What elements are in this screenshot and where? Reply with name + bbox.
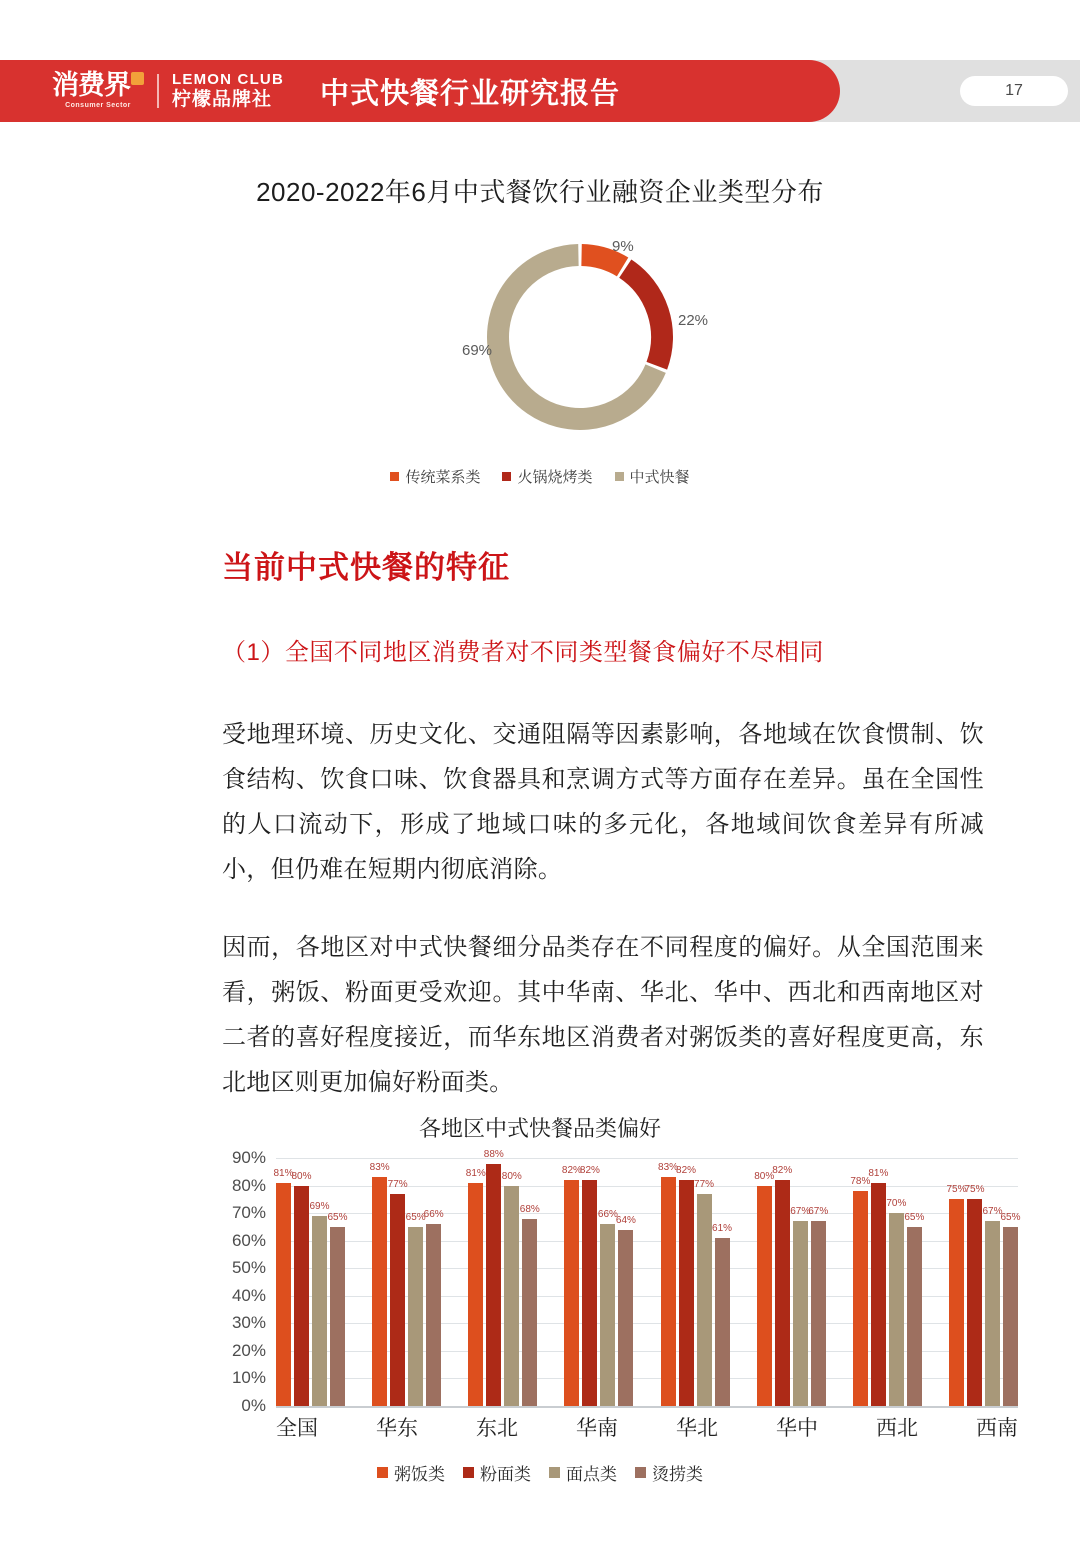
- x-label-5: 华中: [776, 1417, 818, 1440]
- y-tick-80: 80%: [231, 1175, 266, 1195]
- donut-legend-swatch-2: [615, 472, 624, 481]
- donut-label-hotpot: 22%: [678, 312, 709, 329]
- logo-consumer-sector: [52, 72, 144, 109]
- donut-chart-svg: [470, 232, 690, 442]
- bar-华中-烫捞类: [808, 1206, 829, 1406]
- bar-全国-粥饭类: [273, 1167, 294, 1406]
- bar-group-5: [754, 1158, 829, 1406]
- bar-value-label: 75%: [964, 1184, 985, 1196]
- bar-全国-粉面类: [291, 1170, 312, 1406]
- y-tick-10: 10%: [231, 1368, 266, 1388]
- bar-chart-plot-area: [273, 1148, 1021, 1406]
- bar-东北-面点类: [501, 1170, 522, 1406]
- bar-chart-legend: [0, 1460, 1080, 1485]
- donut-label-traditional: 9%: [612, 238, 634, 255]
- bar-legend-item-3: [635, 1460, 703, 1485]
- bar-group-2: [465, 1148, 540, 1406]
- bar-chart-y-axis: [218, 1148, 272, 1415]
- section-sub-heading: （1）全国不同地区消费者对不同类型餐食偏好不尽相同: [222, 639, 824, 666]
- bar-chart-x-labels: [276, 1412, 1018, 1442]
- donut-slice-1: [625, 269, 662, 366]
- bar-西南-粥饭类: [946, 1184, 967, 1406]
- bar-value-label: 65%: [327, 1211, 348, 1223]
- bar-华中-粥饭类: [754, 1170, 775, 1406]
- logo-lemon-club: [172, 72, 284, 111]
- bar-西北-面点类: [886, 1198, 907, 1406]
- bar-value-label: 80%: [291, 1170, 312, 1182]
- bar-value-label: 67%: [982, 1206, 1003, 1218]
- bar-legend-label-3: 烫捞类: [652, 1465, 703, 1484]
- donut-legend-label-1: 火锅烧烤类: [517, 469, 593, 486]
- x-label-3: 华南: [576, 1417, 618, 1440]
- bar-value-label: 83%: [658, 1162, 679, 1174]
- donut-legend-label-0: 传统菜系类: [405, 469, 481, 486]
- bar-华中-粉面类: [772, 1165, 793, 1406]
- bar-华北-粉面类: [676, 1165, 697, 1406]
- bar-legend-swatch-2: [549, 1467, 560, 1478]
- bar-legend-label-0: 粥饭类: [394, 1465, 445, 1484]
- section-heading: 当前中式快餐的特征: [222, 550, 510, 585]
- donut-legend-label-2: 中式快餐: [629, 469, 690, 486]
- x-label-0: 全国: [276, 1417, 318, 1440]
- bar-华北-粥饭类: [658, 1162, 679, 1406]
- bar-legend-item-0: [377, 1460, 445, 1485]
- bar-group-7: [946, 1158, 1021, 1406]
- donut-chart-legend: [0, 466, 1080, 487]
- bar-value-label: 69%: [309, 1200, 330, 1212]
- bar-value-label: 65%: [904, 1211, 925, 1223]
- bar-value-label: 64%: [615, 1214, 636, 1226]
- bar-华东-粉面类: [387, 1178, 408, 1406]
- donut-chart: [462, 232, 709, 442]
- bar-legend-item-2: [549, 1460, 617, 1485]
- bar-华北-烫捞类: [712, 1222, 733, 1406]
- bar-legend-swatch-3: [635, 1467, 646, 1478]
- bar-value-label: 65%: [405, 1211, 426, 1223]
- bar-group-1: [369, 1158, 444, 1406]
- donut-legend-item-2: [615, 466, 690, 487]
- y-tick-90: 90%: [231, 1148, 266, 1167]
- bar-chart: [218, 1148, 1021, 1415]
- bar-value-label: 61%: [712, 1222, 733, 1234]
- bar-value-label: 88%: [483, 1148, 504, 1160]
- bar-东北-粥饭类: [465, 1167, 486, 1406]
- bar-全国-面点类: [309, 1200, 330, 1406]
- bar-legend-item-1: [463, 1460, 531, 1485]
- bar-value-label: 80%: [501, 1170, 522, 1182]
- bar-group-0: [273, 1158, 348, 1406]
- bar-华东-粥饭类: [369, 1162, 390, 1406]
- logo-chinese-name-2: 柠檬品牌社: [172, 88, 273, 110]
- bar-value-label: 82%: [676, 1165, 697, 1177]
- bar-value-label: 77%: [387, 1178, 408, 1190]
- y-tick-20: 20%: [231, 1340, 266, 1360]
- y-tick-40: 40%: [231, 1285, 266, 1305]
- bar-西北-粥饭类: [850, 1176, 871, 1406]
- logo-english-name: LEMON CLUB: [172, 70, 284, 88]
- donut-legend-swatch-1: [502, 472, 511, 481]
- y-tick-0: 0%: [241, 1396, 266, 1415]
- brand-logo: [52, 72, 284, 111]
- bar-东北-粉面类: [483, 1148, 504, 1406]
- x-label-2: 东北: [476, 1417, 518, 1440]
- y-tick-70: 70%: [231, 1203, 266, 1223]
- bar-value-label: 70%: [886, 1198, 907, 1210]
- bar-legend-swatch-0: [377, 1467, 388, 1478]
- y-tick-60: 60%: [231, 1230, 266, 1250]
- bar-chart-groups: [273, 1148, 1021, 1406]
- header-bar: [0, 60, 840, 122]
- bar-华北-面点类: [694, 1178, 715, 1406]
- bar-西北-烫捞类: [904, 1211, 925, 1406]
- logo-divider: [157, 74, 159, 108]
- donut-legend-item-1: [502, 466, 592, 487]
- bar-legend-label-2: 面点类: [566, 1465, 617, 1484]
- bar-华东-面点类: [405, 1211, 426, 1406]
- bar-value-label: 81%: [273, 1167, 294, 1179]
- bar-华东-烫捞类: [423, 1209, 444, 1406]
- logo-english-sub: Consumer Sector: [65, 102, 131, 110]
- bar-西北-粉面类: [868, 1167, 889, 1406]
- bar-value-label: 82%: [579, 1165, 600, 1177]
- bar-value-label: 75%: [946, 1184, 967, 1196]
- bar-group-4: [658, 1158, 733, 1406]
- bar-value-label: 67%: [790, 1206, 811, 1218]
- bar-value-label: 66%: [597, 1209, 618, 1221]
- page-number-badge: 17: [960, 76, 1068, 106]
- bar-华中-面点类: [790, 1206, 811, 1406]
- donut-label-fastfood: 69%: [462, 342, 493, 359]
- donut-slice-0: [582, 255, 623, 267]
- bar-chart-title: 各地区中式快餐品类偏好: [418, 1116, 661, 1141]
- logo-accent-dot: [131, 72, 144, 85]
- donut-legend-item-0: [390, 466, 480, 487]
- bar-value-label: 78%: [850, 1176, 871, 1188]
- bar-华南-粥饭类: [561, 1165, 582, 1406]
- y-tick-30: 30%: [231, 1313, 266, 1333]
- bar-value-label: 81%: [465, 1167, 486, 1179]
- donut-chart-title: 2020-2022年6月中式餐饮行业融资企业类型分布: [256, 177, 824, 207]
- bar-legend-label-1: 粉面类: [480, 1465, 531, 1484]
- bar-华南-烫捞类: [615, 1214, 636, 1406]
- bar-value-label: 65%: [1000, 1211, 1021, 1223]
- x-label-4: 华北: [676, 1417, 718, 1440]
- x-label-6: 西北: [876, 1417, 918, 1440]
- bar-value-label: 82%: [561, 1165, 582, 1177]
- bar-value-label: 68%: [519, 1203, 540, 1215]
- page-title: 中式快餐行业研究报告: [320, 77, 621, 110]
- bar-legend-swatch-1: [463, 1467, 474, 1478]
- bar-东北-烫捞类: [519, 1203, 540, 1406]
- bar-西南-粉面类: [964, 1184, 985, 1406]
- bar-chart-x-axis-line: [276, 1406, 1018, 1408]
- body-paragraph-2: 因而，各地区对中式快餐细分品类存在不同程度的偏好。从全国范围来看，粥饭、粉面更受欢迎。其中华南、华北、华中、西北和西南地区对二者的喜好程度接近，而华东地区消费者对粥饭类的喜好程度更高，东北地区则更加偏好粉面类。: [222, 934, 984, 1096]
- bar-华南-面点类: [597, 1209, 618, 1406]
- bar-value-label: 66%: [423, 1209, 444, 1221]
- y-tick-50: 50%: [231, 1258, 266, 1278]
- bar-value-label: 83%: [369, 1162, 390, 1174]
- bar-西南-面点类: [982, 1206, 1003, 1406]
- body-paragraph-1: 受地理环境、历史文化、交通阻隔等因素影响，各地域在饮食惯制、饮食结构、饮食口味、饮食器具和烹调方式等方面存在差异。虽在全国性的人口流动下，形成了地域口味的多元化，各地域间饮食差异有所减小，但仍难在短期内彻底消除。: [222, 721, 984, 883]
- bar-value-label: 77%: [694, 1178, 715, 1190]
- bar-西南-烫捞类: [1000, 1211, 1021, 1406]
- bar-value-label: 82%: [772, 1165, 793, 1177]
- bar-group-3: [561, 1158, 636, 1406]
- bar-value-label: 67%: [808, 1206, 829, 1218]
- bar-全国-烫捞类: [327, 1211, 348, 1406]
- bar-华南-粉面类: [579, 1165, 600, 1406]
- bar-group-6: [850, 1158, 925, 1406]
- bar-value-label: 81%: [868, 1167, 889, 1179]
- x-label-1: 华东: [376, 1417, 418, 1440]
- x-label-7: 西南: [976, 1417, 1018, 1440]
- bar-value-label: 80%: [754, 1170, 775, 1182]
- logo-chinese-name: 消费界: [52, 72, 144, 99]
- donut-legend-swatch-0: [390, 472, 399, 481]
